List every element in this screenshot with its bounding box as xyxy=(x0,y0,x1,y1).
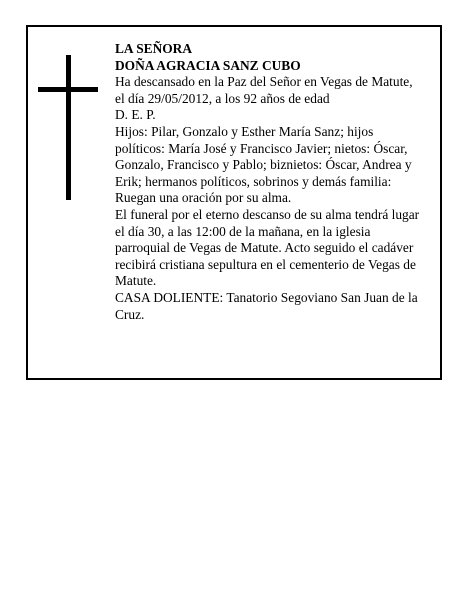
prayer-request: Ruegan una oración por su alma. xyxy=(115,190,292,206)
obituary-heading: LA SEÑORA xyxy=(115,41,193,56)
cross-icon xyxy=(38,55,98,200)
funeral-details: El funeral por el eterno descanso de su alma tendrá lugar el día 30, a las 12:00 de la mañana, en la iglesia parroquial de Vegas de Matute. Acto seguido el cadáver recibirá cristiana sepultura en el cementerio de Vegas de Matute. xyxy=(115,206,420,289)
rest-in-peace: D. E. P. xyxy=(115,107,156,123)
mourning-house: CASA DOLIENTE: Tanatorio Segoviano San Juan de la Cruz. xyxy=(115,289,418,322)
deceased-name: DOÑA AGRACIA SANZ CUBO xyxy=(115,57,301,73)
cross-vertical-bar xyxy=(66,55,71,200)
cross-horizontal-bar xyxy=(38,87,98,92)
obituary-notice xyxy=(26,25,442,380)
obituary-text xyxy=(115,41,425,323)
passing-statement: Ha descansado en la Paz del Señor en Vegas de Matute, el día 29/05/2012, a los 92 años de edad xyxy=(115,74,413,106)
family-list: Hijos: Pilar, Gonzalo y Esther María Sanz; hijos políticos: María José y Francisco Javier; nietos: Óscar, Gonzalo, Francisco y Pablo; biznietos: Óscar, Andrea y Erik; hermanos políticos, sobrinos y demás familia: xyxy=(115,123,412,189)
